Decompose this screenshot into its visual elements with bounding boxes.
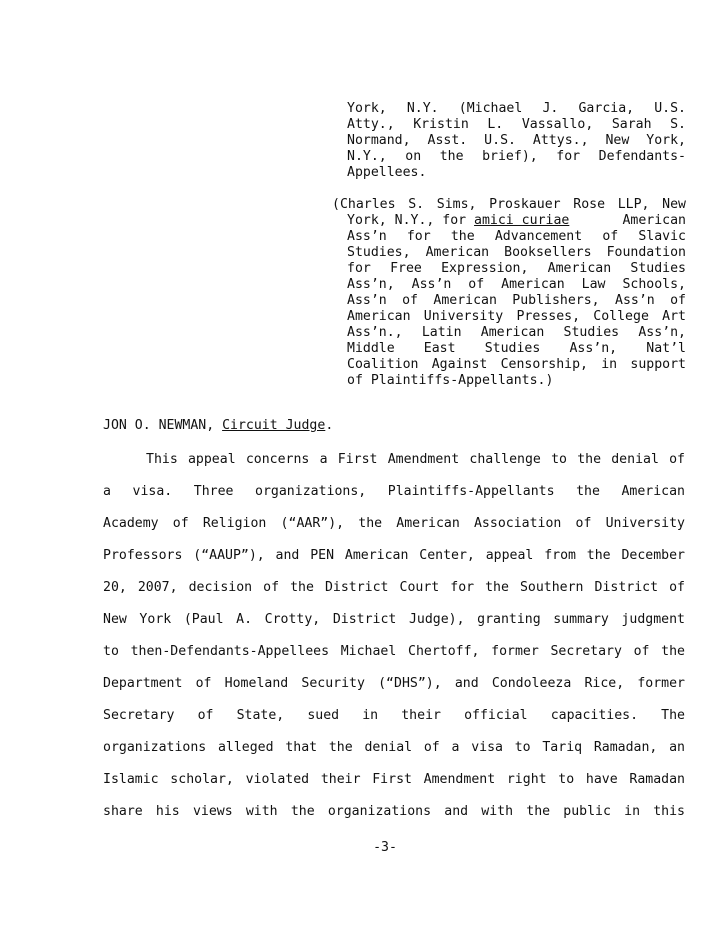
body-line: Professors (“AAUP”), and PEN American Center, appeal from the December <box>103 548 685 563</box>
counsel-line: Ass’n, Ass’n of American Law Schools, <box>347 277 686 292</box>
counsel-block-appellees <box>332 101 686 181</box>
counsel-line: Normand, Asst. U.S. Attys., New York, <box>347 133 686 148</box>
counsel-line: for Free Expression, American Studies <box>347 261 686 276</box>
counsel-line: Ass’n of American Publishers, Ass’n of <box>347 293 686 308</box>
body-line: Secretary of State, sued in their official capacities. The <box>103 708 685 723</box>
judge-name: JON O. NEWMAN, <box>103 418 223 433</box>
body-line: Academy of Religion (“AAR”), the American Association of University <box>103 516 685 531</box>
counsel-line: Middle East Studies Ass’n, Nat’l <box>347 341 686 356</box>
counsel-line: Atty., Kristin L. Vassallo, Sarah S. <box>347 117 686 132</box>
counsel-line: of Plaintiffs-Appellants.) <box>347 373 554 388</box>
amici-curiae-term: amici curiae <box>474 213 570 228</box>
authoring-judge <box>103 416 333 436</box>
body-line: share his views with the organizations and with the public in this <box>103 804 685 819</box>
counsel-line: (Charles S. Sims, Proskauer Rose LLP, New <box>332 197 686 212</box>
body-line: Department of Homeland Security (“DHS”), and Condoleeza Rice, former <box>103 676 685 691</box>
counsel-line-amici <box>332 213 686 229</box>
judge-suffix: . <box>325 418 334 433</box>
counsel-line: Ass’n for the Advancement of Slavic <box>347 229 686 244</box>
body-line: organizations alleged that the denial of a visa to Tariq Ramadan, an <box>103 740 685 755</box>
judge-title: Circuit Judge <box>222 418 326 433</box>
body-line: 20, 2007, decision of the District Court for the Southern District of <box>103 580 685 595</box>
counsel-line: American University Presses, College Art <box>347 309 686 324</box>
counsel-line: N.Y., on the brief), for Defendants- <box>347 149 686 164</box>
body-line: New York (Paul A. Crotty, District Judge), granting summary judgment <box>103 612 685 627</box>
counsel-text: York, N.Y., for <box>347 213 475 228</box>
counsel-text: American <box>614 213 686 228</box>
counsel-block-amici <box>332 197 686 389</box>
counsel-line: York, N.Y. (Michael J. Garcia, U.S. <box>347 101 686 116</box>
counsel-line: Coalition Against Censorship, in support <box>347 357 686 372</box>
body-line: This appeal concerns a First Amendment challenge to the denial of <box>146 452 685 467</box>
opinion-body <box>103 450 685 834</box>
body-line: to then-Defendants-Appellees Michael Chertoff, former Secretary of the <box>103 644 685 659</box>
body-line: Islamic scholar, violated their First Amendment right to have Ramadan <box>103 772 685 787</box>
counsel-line: Ass’n., Latin American Studies Ass’n, <box>347 325 686 340</box>
body-line: a visa. Three organizations, Plaintiffs-Appellants the American <box>103 484 685 499</box>
counsel-line: Studies, American Booksellers Foundation <box>347 245 686 260</box>
page-number: -3- <box>373 840 397 855</box>
counsel-line: Appellees. <box>347 165 427 180</box>
